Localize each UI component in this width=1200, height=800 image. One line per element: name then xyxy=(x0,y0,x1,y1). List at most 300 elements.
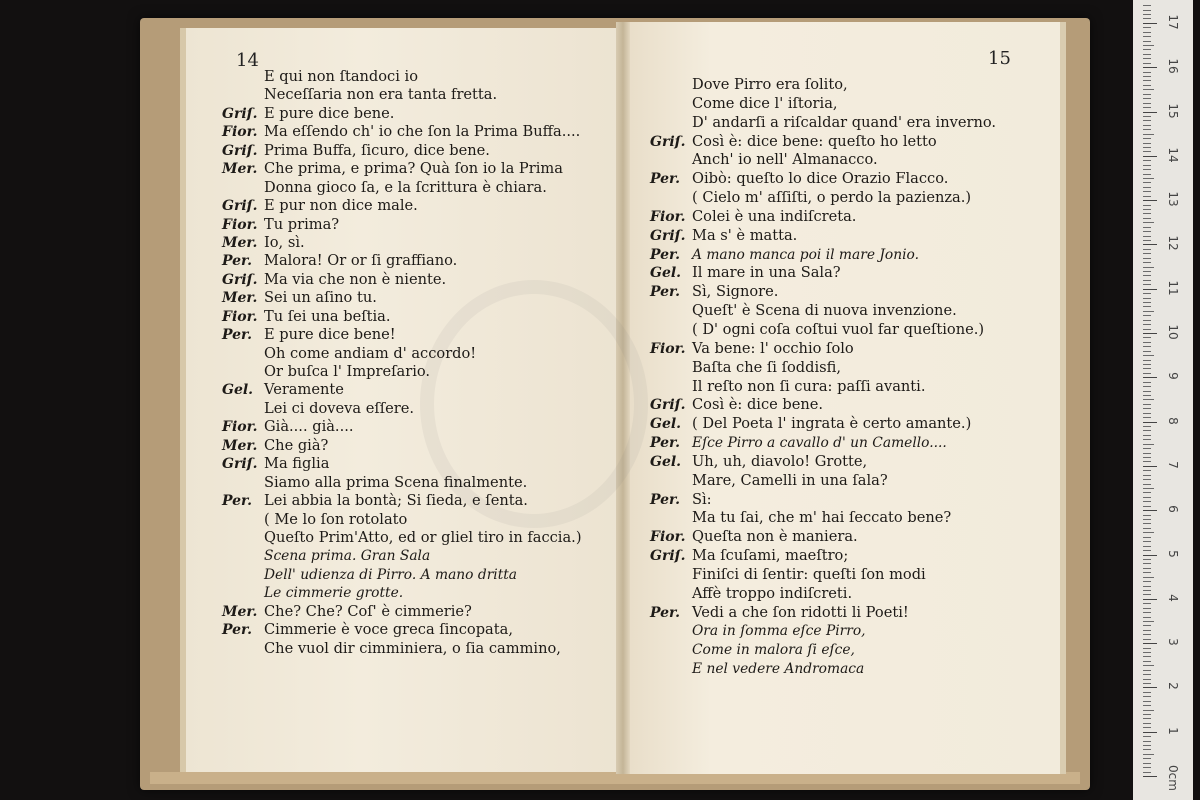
line-text: Il reſto non ſi cura: paſſi avanti. xyxy=(692,377,926,395)
ruler-tick xyxy=(1143,360,1151,361)
ruler-tick xyxy=(1143,373,1151,374)
speaker-label: Per. xyxy=(650,284,681,301)
line-text: Cimmerie è voce greca ſincopata, xyxy=(264,621,513,639)
text-line xyxy=(222,640,582,658)
speaker-label xyxy=(650,641,692,660)
line-text: Siamo alla prima Scena finalmente. xyxy=(264,473,528,491)
text-line xyxy=(222,584,582,602)
ruler-tick xyxy=(1143,422,1157,423)
speaker-label xyxy=(222,566,264,584)
ruler-tick xyxy=(1143,532,1154,533)
ruler-tick xyxy=(1143,342,1151,343)
ruler-tick xyxy=(1143,749,1151,750)
ruler-tick xyxy=(1143,670,1151,671)
line-text: Che? Che? Coſ' è cimmerie? xyxy=(264,602,472,620)
ruler-tick xyxy=(1143,253,1151,254)
speaker-label: Mer. xyxy=(222,290,258,307)
ruler-label: 11 xyxy=(1166,280,1180,296)
line-text: Dove Pirro era ſolito, xyxy=(692,76,848,93)
line-text: Dell' udienza di Pirro. A mano dritta xyxy=(264,566,518,583)
speaker-label xyxy=(650,321,692,340)
ruler-tick xyxy=(1143,621,1154,622)
ruler-tick xyxy=(1143,107,1151,108)
speaker-label xyxy=(222,529,264,547)
ruler-tick xyxy=(1143,231,1151,232)
speaker-label: Mer. xyxy=(222,437,258,454)
ruler-tick xyxy=(1143,302,1151,303)
ruler-tick xyxy=(1143,289,1157,290)
line-text: Io, sì. xyxy=(264,233,305,251)
ruler-tick xyxy=(1143,714,1151,715)
ruler-label: 5 xyxy=(1166,549,1180,558)
line-text: Ma s' è matta. xyxy=(692,226,798,244)
ruler-scale xyxy=(1143,0,1187,800)
ruler-tick xyxy=(1143,417,1151,418)
line-text: Ma tu ſai, che m' hai ſeccato bene? xyxy=(692,509,952,527)
ruler-tick xyxy=(1143,377,1157,378)
line-text: Che vuol dir cimminiera, o ſia cammino, xyxy=(264,639,561,657)
text-line xyxy=(222,308,582,326)
ruler-tick xyxy=(1143,399,1154,400)
line-text: Prima Buffa, ſicuro, dice bene. xyxy=(264,141,490,159)
ruler-tick xyxy=(1143,572,1151,573)
ruler-tick xyxy=(1143,772,1151,773)
ruler-tick xyxy=(1143,205,1151,206)
ruler-tick xyxy=(1143,736,1151,737)
ruler-label: 3 xyxy=(1166,638,1180,646)
text-line xyxy=(650,359,996,378)
speaker-label xyxy=(222,511,264,529)
ruler-tick xyxy=(1143,590,1151,591)
speaker-label xyxy=(222,86,264,104)
text-line xyxy=(222,234,582,252)
ruler-tick xyxy=(1143,648,1151,649)
ruler-tick xyxy=(1143,27,1151,28)
speaker-label: Griſ. xyxy=(222,456,258,473)
ruler-tick xyxy=(1143,244,1157,245)
ruler-tick xyxy=(1143,599,1157,600)
text-line xyxy=(650,472,996,491)
right-page-text xyxy=(650,76,996,679)
ruler-tick xyxy=(1143,426,1151,427)
ruler-tick xyxy=(1143,550,1151,551)
ruler-tick xyxy=(1143,413,1151,414)
ruler-tick xyxy=(1143,488,1154,489)
ruler-tick xyxy=(1143,311,1154,312)
line-text: Le cimmerie grotte. xyxy=(264,585,404,602)
line-text: Donna gioco ſa, e la ſcrittura è chiara. xyxy=(264,178,547,196)
text-line xyxy=(222,603,582,621)
text-line xyxy=(222,86,582,104)
ruler-tick xyxy=(1143,594,1151,595)
speaker-label: Per. xyxy=(222,327,253,344)
line-text: Baſta che ſi ſoddisfi, xyxy=(692,358,841,376)
ruler-tick xyxy=(1143,506,1151,507)
ruler-tick xyxy=(1143,80,1151,81)
speaker-label xyxy=(650,472,692,491)
line-text: Neceſſaria non era tanta fretta. xyxy=(264,86,498,104)
speaker-label xyxy=(650,509,692,528)
ruler-label: 4 xyxy=(1166,593,1180,602)
text-line xyxy=(222,455,582,473)
line-text: Va bene: l' occhio ſolo xyxy=(692,339,854,357)
ruler-tick xyxy=(1143,218,1151,219)
ruler-tick xyxy=(1143,45,1154,46)
ruler-tick xyxy=(1143,581,1151,582)
ruler-tick xyxy=(1143,652,1151,653)
ruler-tick xyxy=(1143,515,1151,516)
ruler-label: 13 xyxy=(1166,191,1180,207)
ruler-tick xyxy=(1143,630,1151,631)
speaker-label xyxy=(222,584,264,602)
line-text: A mano manca poi il mare Jonio. xyxy=(692,246,919,263)
speaker-label: Griſ. xyxy=(650,548,686,565)
speaker-label: Griſ. xyxy=(222,142,258,159)
text-line xyxy=(222,345,582,363)
ruler-tick xyxy=(1143,408,1151,409)
ruler-tick xyxy=(1143,767,1151,768)
line-text: Ma ſcuſami, maeſtro; xyxy=(692,547,849,565)
ruler-tick xyxy=(1143,293,1151,294)
ruler-tick xyxy=(1143,696,1151,697)
ruler-tick xyxy=(1143,741,1151,742)
speaker-label: Mer. xyxy=(222,161,258,178)
ruler-tick xyxy=(1143,439,1151,440)
ruler-tick xyxy=(1143,510,1157,511)
ruler-tick xyxy=(1143,67,1157,68)
ruler-label: 0cm xyxy=(1166,765,1180,791)
ruler-tick xyxy=(1143,249,1151,250)
ruler-tick xyxy=(1143,368,1151,369)
text-line xyxy=(222,547,582,565)
line-text: Oibò: queſto lo dice Orazio Flacco. xyxy=(692,170,949,188)
text-line xyxy=(222,197,582,215)
ruler-tick xyxy=(1143,227,1151,228)
ruler-tick xyxy=(1143,674,1151,675)
text-line xyxy=(650,396,996,415)
ruler-tick xyxy=(1143,196,1151,197)
line-text: ( D' ogni coſa coſtui vuol far queſtione.) xyxy=(692,320,985,338)
ruler-tick xyxy=(1143,603,1151,604)
line-text: Uh, uh, diavolo! Grotte, xyxy=(692,452,868,470)
text-line xyxy=(222,511,582,529)
text-line xyxy=(650,660,996,679)
ruler-tick xyxy=(1143,23,1157,24)
ruler-tick xyxy=(1143,129,1151,130)
ruler-tick xyxy=(1143,267,1154,268)
text-line xyxy=(650,491,996,510)
text-line xyxy=(650,283,996,302)
ruler-tick xyxy=(1143,14,1151,15)
speaker-label: Per. xyxy=(650,171,681,188)
text-line xyxy=(650,340,996,359)
ruler-tick xyxy=(1143,89,1154,90)
ruler-tick xyxy=(1143,727,1151,728)
speaker-label xyxy=(650,378,692,397)
ruler-tick xyxy=(1143,41,1151,42)
ruler-label: 7 xyxy=(1166,461,1180,469)
speaker-label: Griſ. xyxy=(222,105,258,122)
speaker-label xyxy=(222,474,264,492)
speaker-label: Per. xyxy=(222,253,253,270)
ruler-tick xyxy=(1143,555,1157,556)
line-text: ( Del Poeta l' ingrata è certo amante.) xyxy=(692,415,972,433)
text-line xyxy=(222,123,582,141)
speaker-label: Per. xyxy=(650,491,681,508)
speaker-label xyxy=(222,640,264,658)
ruler-tick xyxy=(1143,444,1154,445)
ruler-tick xyxy=(1143,222,1154,223)
text-line xyxy=(222,216,582,234)
ruler-tick xyxy=(1143,461,1151,462)
text-line xyxy=(222,400,582,418)
speaker-label xyxy=(650,585,692,604)
speaker-label: Mer. xyxy=(222,603,258,620)
ruler-tick xyxy=(1143,763,1151,764)
ruler-tick xyxy=(1143,49,1151,50)
ruler-tick xyxy=(1143,395,1151,396)
ruler-tick xyxy=(1143,546,1151,547)
ruler-label: 10 xyxy=(1166,324,1180,340)
line-text: Queſt' è Scena di nuova invenzione. xyxy=(692,302,957,320)
speaker-label xyxy=(650,622,692,641)
speaker-label xyxy=(222,179,264,197)
ruler-label: 1 xyxy=(1166,726,1180,735)
ruler-tick xyxy=(1143,182,1151,183)
ruler-tick xyxy=(1143,18,1151,19)
text-line xyxy=(222,492,582,510)
text-line xyxy=(650,604,996,623)
text-line xyxy=(650,227,996,246)
line-text: ( Cielo m' aſſiſti, o perdo la pazienza.) xyxy=(692,189,972,207)
line-text: Queſta non è maniera. xyxy=(692,528,858,546)
ruler-tick xyxy=(1143,54,1151,55)
speaker-label: Fior. xyxy=(222,419,258,436)
line-text: Sei un aſino tu. xyxy=(264,289,377,307)
speaker-label xyxy=(650,566,692,585)
speaker-label: Gel. xyxy=(222,382,254,399)
line-text: Finiſci di ſentir: queſti ſon modi xyxy=(692,565,926,583)
speaker-label xyxy=(650,95,692,114)
ruler-tick xyxy=(1143,147,1151,148)
ruler-tick xyxy=(1143,692,1151,693)
ruler-tick xyxy=(1143,475,1151,476)
ruler-tick xyxy=(1143,523,1151,524)
text-line xyxy=(222,621,582,639)
speaker-label xyxy=(650,302,692,321)
ruler-tick xyxy=(1143,453,1151,454)
text-line xyxy=(650,321,996,340)
ruler-tick xyxy=(1143,271,1151,272)
ruler-tick xyxy=(1143,32,1151,33)
line-text: E pur non dice male. xyxy=(264,197,418,215)
ruler-label: 2 xyxy=(1166,682,1180,691)
speaker-label: Griſ. xyxy=(222,271,258,288)
text-line xyxy=(650,566,996,585)
ruler-tick xyxy=(1143,36,1151,37)
ruler-tick xyxy=(1143,10,1151,11)
ruler-tick xyxy=(1143,457,1151,458)
speaker-label xyxy=(650,359,692,378)
line-text: Così è: dice bene. xyxy=(692,396,824,414)
ruler-tick xyxy=(1143,718,1151,719)
line-text: E nel vedere Andromaca xyxy=(692,661,865,678)
speaker-label: Fior. xyxy=(650,340,686,357)
ruler-tick xyxy=(1143,625,1151,626)
ruler-tick xyxy=(1143,661,1151,662)
speaker-label: Per. xyxy=(222,622,253,639)
ruler-tick xyxy=(1143,492,1151,493)
text-line xyxy=(650,246,996,265)
text-line xyxy=(222,363,582,381)
ruler-tick xyxy=(1143,346,1151,347)
ruler-tick xyxy=(1143,120,1151,121)
ruler-tick xyxy=(1143,236,1151,237)
text-line xyxy=(650,378,996,397)
line-text: Che già? xyxy=(264,436,329,454)
ruler-tick xyxy=(1143,563,1151,564)
text-line xyxy=(650,622,996,641)
ruler-label: 17 xyxy=(1166,14,1180,30)
ruler-tick xyxy=(1143,568,1151,569)
ruler-tick xyxy=(1143,191,1151,192)
speaker-label: Per. xyxy=(650,246,681,263)
text-line xyxy=(650,509,996,528)
ruler-label: 9 xyxy=(1166,372,1180,381)
ruler-tick xyxy=(1143,169,1151,170)
text-line xyxy=(222,381,582,399)
text-line xyxy=(650,547,996,566)
ruler-tick xyxy=(1143,754,1154,755)
text-line xyxy=(650,76,996,95)
text-line xyxy=(650,133,996,152)
line-text: D' andarſi a riſcaldar quand' era inverno. xyxy=(692,113,997,131)
ruler-tick xyxy=(1143,275,1151,276)
ruler-tick xyxy=(1143,617,1151,618)
ruler-label: 14 xyxy=(1166,147,1180,163)
text-line xyxy=(650,415,996,434)
ruler-tick xyxy=(1143,298,1151,299)
ruler-tick xyxy=(1143,156,1157,157)
ruler-label: 8 xyxy=(1166,416,1180,425)
ruler-tick xyxy=(1143,466,1157,467)
text-line xyxy=(650,114,996,133)
ruler-tick xyxy=(1143,732,1157,733)
ruler-tick xyxy=(1143,94,1151,95)
speaker-label: Gel. xyxy=(650,265,682,282)
text-line xyxy=(650,302,996,321)
speaker-label: Griſ. xyxy=(650,397,686,414)
ruler-tick xyxy=(1143,723,1151,724)
speaker-label: Fior. xyxy=(650,529,686,546)
ruler-tick xyxy=(1143,213,1151,214)
ruler-tick xyxy=(1143,85,1151,86)
text-line xyxy=(222,418,582,436)
line-text: Il mare in una Sala? xyxy=(692,264,841,282)
ruler-tick xyxy=(1143,470,1151,471)
line-text: E pure dice bene! xyxy=(264,326,396,344)
ruler-tick xyxy=(1143,710,1154,711)
ruler-tick xyxy=(1143,284,1151,285)
ruler-tick xyxy=(1143,501,1151,502)
ruler-tick xyxy=(1143,386,1151,387)
ruler-tick xyxy=(1143,577,1154,578)
line-text: Lei ci doveva eſſere. xyxy=(264,399,415,417)
ruler-tick xyxy=(1143,280,1151,281)
line-text: E pure dice bene. xyxy=(264,104,395,122)
text-line xyxy=(650,170,996,189)
speaker-label: Griſ. xyxy=(222,198,258,215)
line-text: Ma figlia xyxy=(264,455,330,473)
speaker-label: Griſ. xyxy=(650,133,686,150)
ruler-tick xyxy=(1143,306,1151,307)
right-page-number: 15 xyxy=(988,48,1011,69)
line-text: Colei è una indiſcreta. xyxy=(692,207,857,225)
ruler-tick xyxy=(1143,586,1151,587)
ruler-label: 16 xyxy=(1166,58,1180,74)
ruler-tick xyxy=(1143,612,1151,613)
text-line xyxy=(222,474,582,492)
line-text: Affè troppo indiſcreti. xyxy=(692,584,853,602)
line-text: Malora! Or or ſi graffiano. xyxy=(264,252,458,270)
line-text: Così è: dice bene: queſto ho letto xyxy=(692,132,937,150)
speaker-label: Fior. xyxy=(222,216,258,233)
line-text: Or buſca l' Impreſario. xyxy=(264,363,431,380)
text-line xyxy=(222,179,582,197)
line-text: Già.... già.... xyxy=(264,418,354,436)
ruler-tick xyxy=(1143,705,1151,706)
ruler-tick xyxy=(1143,435,1151,436)
speaker-label: Per. xyxy=(222,493,253,510)
ruler-tick xyxy=(1143,209,1151,210)
text-line xyxy=(222,529,582,547)
speaker-label: Gel. xyxy=(650,453,682,470)
speaker-label: Fior. xyxy=(222,308,258,325)
text-line xyxy=(222,271,582,289)
line-text: Veramente xyxy=(264,381,344,399)
speaker-label: Per. xyxy=(650,435,681,452)
ruler-tick xyxy=(1143,337,1151,338)
ruler-tick xyxy=(1143,258,1151,259)
line-text: ( Me lo ſon rotolato xyxy=(264,510,408,528)
speaker-label: Mer. xyxy=(222,234,258,251)
ruler-label: 6 xyxy=(1166,505,1180,513)
text-line xyxy=(222,289,582,307)
line-text: Eſce Pirro a cavallo d' un Camello.... xyxy=(692,435,947,452)
ruler-tick xyxy=(1143,430,1151,431)
text-line xyxy=(222,326,582,344)
ruler-tick xyxy=(1143,160,1151,161)
ruler-tick xyxy=(1143,329,1151,330)
ruler-tick xyxy=(1143,151,1151,152)
ruler-tick xyxy=(1143,138,1151,139)
line-text: Sì, Signore. xyxy=(692,283,779,301)
ruler-tick xyxy=(1143,484,1151,485)
ruler-tick xyxy=(1143,639,1151,640)
ruler-tick xyxy=(1143,76,1151,77)
line-text: Scena prima. Gran Sala xyxy=(264,548,431,565)
text-line xyxy=(222,105,582,123)
speaker-label: Gel. xyxy=(650,416,682,433)
line-text: Tu prima? xyxy=(264,215,340,233)
ruler-tick xyxy=(1143,528,1151,529)
text-line xyxy=(650,151,996,170)
ruler-tick xyxy=(1143,351,1151,352)
ruler-tick xyxy=(1143,72,1151,73)
speaker-label xyxy=(222,400,264,418)
ruler-tick xyxy=(1143,187,1151,188)
ruler-tick xyxy=(1143,656,1151,657)
